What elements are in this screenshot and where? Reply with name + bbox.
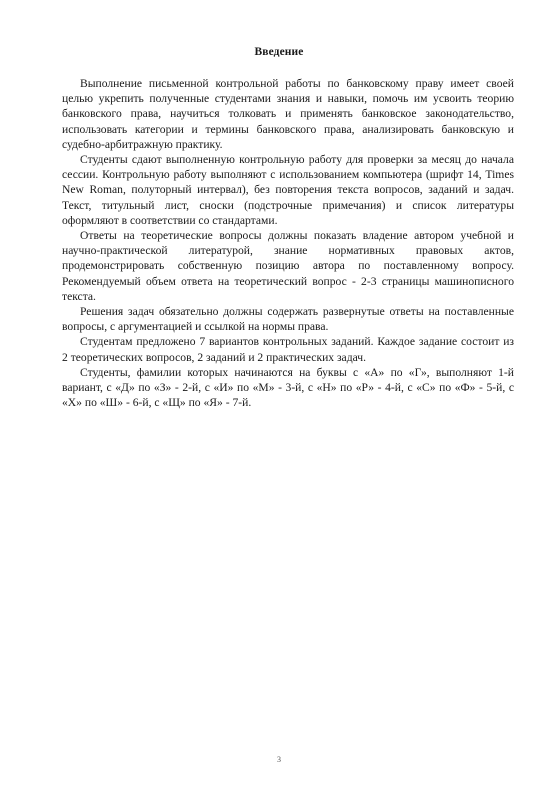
- paragraph-variants: Студентам предложено 7 вариантов контрольных заданий. Каждое задание состоит из 2 теоретических вопросов, 2 заданий и 2 практических задач.: [62, 335, 514, 364]
- paragraph-task-solutions: Решения задач обязательно должны содержать развернутые ответы на поставленные вопросы, с аргументацией и ссылкой на нормы права.: [62, 305, 514, 334]
- page-number: 3: [277, 755, 281, 764]
- paragraph-purpose: Выполнение письменной контрольной работы по банковскому праву имеет своей целью укрепить полученные студентами знания и навыки, помочь им усвоить теорию банковского права, научиться толковать и применять банковское законодательство, использовать категории и термины банковского права, анализировать банковскую и судебно-арбитражную практику.: [62, 77, 514, 151]
- page-title: Введение: [254, 46, 304, 58]
- paragraph-submission: Студенты сдают выполненную контрольную работу для проверки за месяц до начала сессии. Контрольную работу выполняют с использованием компьютера (шрифт 14, Times New Roman, полуторный интервал), без повторения текста вопросов, заданий и задач. Текст, титульный лист, сноски (подстрочные примечания) и список литературы оформляют в соответствии со стандартами.: [62, 153, 514, 227]
- paragraph-theory-answers: Ответы на теоретические вопросы должны показать владение автором учебной и научно-практической литературой, знание нормативных правовых актов, продемонстрировать собственную позицию автора по поставленному вопросу. Рекомендуемый объем ответа на теоретический вопрос - 2-3 страницы машинописного текста.: [62, 229, 514, 303]
- paragraph-variant-assignment: Студенты, фамилии которых начинаются на буквы с «А» по «Г», выполняют 1-й вариант, с «Д» по «З» - 2-й, с «И» по «М» - 3-й, с «Н» по «Р» - 4-й, с «С» по «Ф» - 5-й, с «Х» по «Ш» - 6-й, с «Щ» по «Я» - 7-й.: [62, 365, 514, 410]
- document-body: [62, 76, 514, 410]
